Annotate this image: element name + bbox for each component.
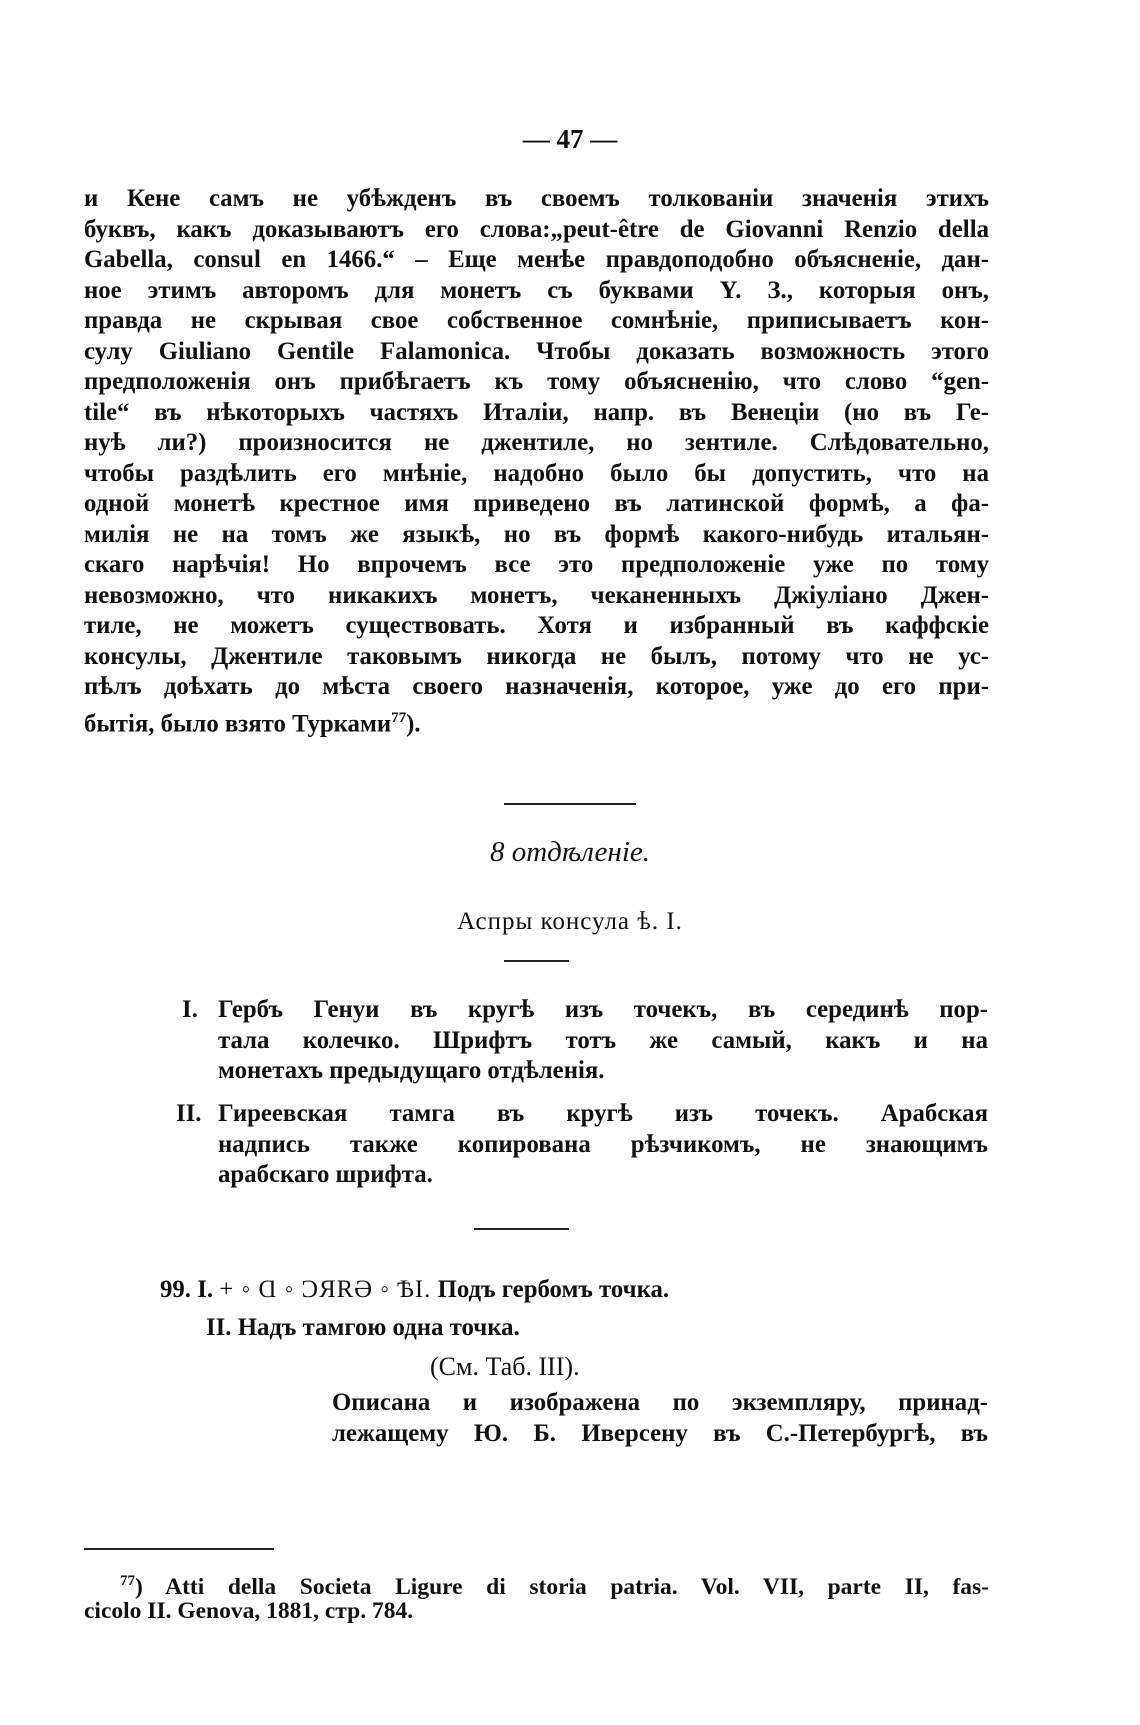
paragraph-line: tile“ въ нѣкоторыхъ частяхъ Италіи, напр. въ Венеціи (но въ Ге- xyxy=(84,398,989,426)
paragraph-line: нуѣ ли?) произносится не джентиле, но зентиле. Слѣдовательно, xyxy=(84,429,989,456)
description-item-2 xyxy=(176,1099,988,1191)
catalog-entry-99 xyxy=(160,1275,669,1351)
paragraph-line: пѣлъ доѣхать до мѣста своего назначенія, которое, уже до его при- xyxy=(84,673,989,700)
item-line: тала колечко. Шрифтъ тотъ же самый, какъ и на xyxy=(218,1026,988,1054)
item-number: I. xyxy=(182,996,198,1023)
paragraph-last-end: ). xyxy=(406,709,421,737)
description-line: лежащему Ю. Б. Иверсену въ С.-Петербургѣ, въ xyxy=(332,1419,988,1447)
obverse-text: Подъ гербомъ точка. xyxy=(437,1276,670,1303)
main-paragraph xyxy=(84,184,989,737)
paragraph-line: Gabella, consul en 1466.“ – Еще менѣе правдоподобно объясненіе, дан- xyxy=(84,246,989,273)
paragraph-line: ное этимъ авторомъ для монетъ съ буквами Y. З., которыя онъ, xyxy=(84,276,989,304)
footnote-reference: 77 xyxy=(391,709,407,726)
footnote-divider xyxy=(84,1548,274,1550)
paragraph-line: правда не скрывая свое собственное сомнѣніе, приписываетъ кон- xyxy=(84,307,989,334)
reverse-label: II. xyxy=(206,1314,232,1341)
page-number: — 47 — xyxy=(522,124,618,154)
reverse-line xyxy=(160,1313,669,1351)
footnote-number: 77 xyxy=(120,1573,135,1589)
catalog-divider xyxy=(474,1228,569,1230)
paragraph-last-line xyxy=(84,703,989,737)
section-divider xyxy=(504,803,636,805)
reverse-text: Надъ тамгою одна точка. xyxy=(237,1314,520,1341)
paragraph-last-text: бытія, было взято Турками xyxy=(84,709,392,737)
obverse-line xyxy=(160,1275,669,1313)
item-line: арабскаго шрифта. xyxy=(218,1161,433,1188)
paragraph-line: сулу Giuliano Gentile Falamonica. Чтобы доказать возможность этого xyxy=(84,337,989,365)
description-line: Описана и изображена по экземпляру, принад- xyxy=(332,1389,988,1416)
section-heading: 8 отдѣленіе. xyxy=(489,836,650,868)
paragraph-line: буквъ, какъ доказываютъ его слова:„peut-être de Giovanni Renzio della xyxy=(84,215,989,243)
paragraph-line: невозможно, что никакихъ монетъ, чеканенныхъ Джіуліано Джен- xyxy=(84,581,989,609)
item-line: Гербъ Генуи въ кругѣ изъ точекъ, въ серединѣ пор- xyxy=(218,996,988,1023)
description-item-1 xyxy=(182,995,988,1087)
paragraph-line: одной монетѣ крестное имя приведено въ латинской формѣ, а фа- xyxy=(84,490,989,517)
coin-legend: + ◦ Ɑ ◦ ƆЯRƏ ◦ ѢI. xyxy=(219,1276,432,1303)
item-number: II. xyxy=(176,1100,202,1127)
paragraph-line: и Кене самъ не убѣжденъ въ своемъ толкованіи значенія этихъ xyxy=(84,185,989,212)
footnote-line xyxy=(84,1566,989,1600)
subheading-divider xyxy=(504,960,569,962)
plate-reference: (См. Таб. III). xyxy=(430,1352,580,1381)
section-subheading: Аспры консула ѣ. I. xyxy=(457,908,683,935)
footnote-text: ) Atti della Societa Ligure di storia patria. Vol. VII, parte II, fas- xyxy=(135,1573,989,1600)
paragraph-line: чтобы раздѣлить его мнѣніе, надобно было бы допустить, что на xyxy=(84,459,989,487)
entry-number: 99. xyxy=(160,1276,191,1303)
footnote xyxy=(84,1566,989,1626)
paragraph-line: предположенія онъ прибѣгаетъ къ тому объясненію, что слово “gen- xyxy=(84,368,989,395)
catalog-description xyxy=(332,1388,988,1449)
paragraph-line: скаго нарѣчія! Но впрочемъ все это предположеніе уже по тому xyxy=(84,551,989,578)
item-line: Гиреевская тамга въ кругѣ изъ точекъ. Арабская xyxy=(218,1100,988,1127)
footnote-line: cicolo II. Genova, 1881, стр. 784. xyxy=(84,1598,414,1624)
paragraph-line: тиле, не можетъ существовать. Хотя и избранный въ каффскіе xyxy=(84,612,989,639)
obverse-label: I. xyxy=(197,1276,214,1303)
paragraph-line: милія не на томъ же языкѣ, но въ формѣ какого-нибудь итальян- xyxy=(84,520,989,548)
item-line: монетахъ предыдущаго отдѣленія. xyxy=(218,1057,605,1084)
paragraph-line: консулы, Джентиле таковымъ никогда не былъ, потому что не ус- xyxy=(84,642,989,670)
item-line: надпись также копирована рѣзчикомъ, не знающимъ xyxy=(218,1130,988,1158)
